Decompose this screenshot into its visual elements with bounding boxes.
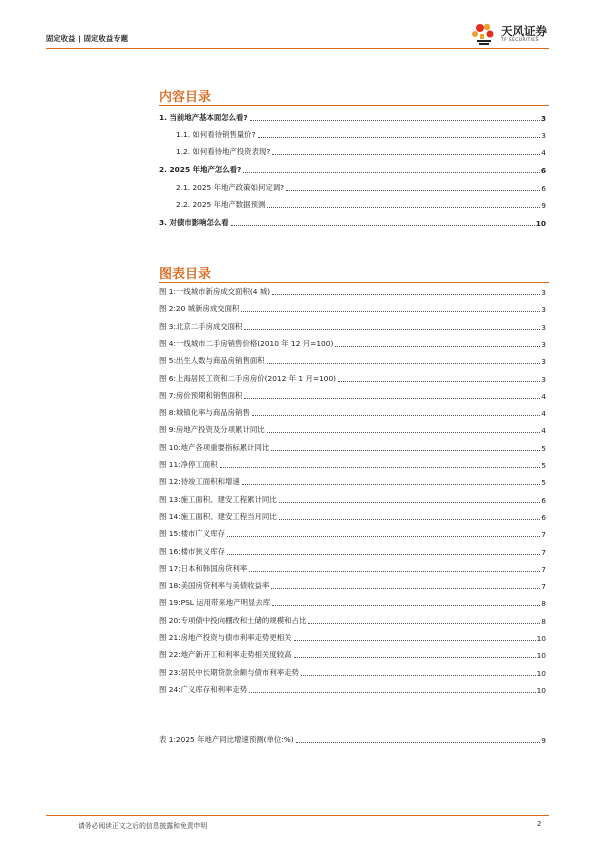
toc-entry-page[interactable]: 3 <box>541 339 546 349</box>
toc-entry-page[interactable]: 5 <box>541 443 546 453</box>
figure-list-row[interactable] <box>159 302 546 314</box>
toc-leader-dots <box>250 120 540 121</box>
toc-leader-dots <box>242 484 540 485</box>
figure-list-row[interactable] <box>159 320 546 332</box>
toc-entry-page[interactable]: 3 <box>541 374 546 384</box>
toc-entry-page[interactable]: 4 <box>541 426 546 436</box>
toc-entry-label[interactable]: 图 20:专项债中投向棚改和土储的规模和占比 <box>159 615 307 625</box>
toc-entry-page[interactable]: 10 <box>536 634 546 643</box>
toc-entry-label[interactable]: 1. 当前地产基本面怎么看? <box>159 113 248 122</box>
figure-list-row[interactable] <box>159 596 546 608</box>
toc-entry-page[interactable]: 6 <box>540 166 546 175</box>
toc-entry-label[interactable]: 图 21:房地产投资与债市利率走势更相关 <box>159 633 292 642</box>
toc-entry-label[interactable]: 图 11:净停工面积 <box>159 460 218 469</box>
toc-entry-label[interactable]: 图 12:待竣工面积和增速 <box>159 477 240 487</box>
figure-list-row[interactable] <box>159 562 546 574</box>
toc-leader-dots <box>308 623 540 624</box>
toc-entry-page[interactable]: 3 <box>541 305 546 315</box>
toc-leader-dots <box>335 346 540 347</box>
toc-entry-page[interactable]: 6 <box>541 495 546 505</box>
footer-divider <box>46 815 549 816</box>
table-list-row[interactable] <box>159 733 546 745</box>
figure-list-row[interactable] <box>159 614 546 626</box>
toc-subsection-row[interactable] <box>176 145 546 157</box>
toc-entry-page[interactable]: 3 <box>541 288 546 297</box>
toc-entry-page[interactable]: 9 <box>541 201 546 210</box>
toc-leader-dots <box>249 571 540 572</box>
toc-leader-dots <box>294 640 536 641</box>
toc-entry-label[interactable]: 图 19:PSL 运用带来地产明显去库 <box>159 598 271 608</box>
toc-leader-dots <box>244 398 540 399</box>
toc-entry-label[interactable]: 图 9:房地产投资及分项累计同比 <box>159 425 265 435</box>
contents-title: 内容目录 <box>159 90 212 105</box>
contents-title-rule <box>159 105 549 106</box>
toc-entry-page[interactable]: 5 <box>541 478 546 488</box>
figures-title: 图表目录 <box>159 267 212 282</box>
toc-leader-dots <box>272 605 540 606</box>
toc-entry-label[interactable]: 图 15:楼市广义库存 <box>159 529 225 539</box>
toc-entry-label[interactable]: 图 16:楼市狭义库存 <box>159 546 225 556</box>
toc-entry-label[interactable]: 2.1. 2025 年地产政策如何定调? <box>176 183 285 192</box>
figures-title-rule <box>159 282 549 283</box>
toc-entry-label[interactable]: 图 10:地产各项重要指标累计同比 <box>159 442 270 452</box>
toc-leader-dots <box>272 154 540 155</box>
figure-list-row[interactable] <box>159 372 546 384</box>
toc-subsection-row[interactable] <box>176 198 546 210</box>
toc-entry-label[interactable]: 3. 对债市影响怎么看 <box>159 218 229 227</box>
logo-english-name: TF SECURITIES <box>501 38 539 43</box>
toc-leader-dots <box>267 207 540 208</box>
toc-entry-page[interactable]: 7 <box>541 582 546 592</box>
toc-entry-page[interactable]: 10 <box>536 668 546 678</box>
toc-entry-label[interactable]: 图 5:出生人数与商品房销售面积 <box>159 356 265 366</box>
toc-entry-page[interactable]: 8 <box>541 599 546 609</box>
toc-leader-dots <box>301 675 536 676</box>
toc-leader-dots <box>227 536 540 537</box>
toc-leader-dots <box>231 225 535 226</box>
toc-entry-label[interactable]: 图 13:施工面积、建安工程累计同比 <box>159 494 277 504</box>
toc-entry-label[interactable]: 2.2. 2025 年地产数据预测 <box>176 200 266 209</box>
toc-leader-dots <box>279 519 540 520</box>
toc-entry-page[interactable]: 6 <box>541 184 546 193</box>
toc-leader-dots <box>244 329 540 330</box>
toc-entry-page[interactable]: 7 <box>541 564 546 574</box>
toc-entry-page[interactable]: 3 <box>541 357 546 367</box>
figure-list-row[interactable] <box>159 579 546 591</box>
figure-list-row[interactable] <box>159 545 546 557</box>
toc-leader-dots <box>286 190 540 191</box>
toc-entry-label[interactable]: 图 23:居民中长期贷款余额与债市利率走势 <box>159 667 299 677</box>
toc-entry-label[interactable]: 图 18:美国房贷利率与美债收益率 <box>159 581 270 591</box>
figure-list-row[interactable] <box>159 458 546 470</box>
toc-entry-label[interactable]: 图 3:北京二手房成交面积 <box>159 321 243 331</box>
toc-entry-label[interactable]: 1.1. 如何看待销售量价? <box>176 130 256 139</box>
toc-entry-label[interactable]: 图 2:20 城新房成交面积 <box>159 304 240 314</box>
toc-entry-page[interactable]: 7 <box>541 547 546 557</box>
toc-entry-page[interactable]: 4 <box>541 409 546 419</box>
toc-subsection-row[interactable] <box>176 181 546 193</box>
figure-list-row[interactable] <box>159 475 546 487</box>
toc-leader-dots <box>267 363 540 364</box>
toc-entry-label[interactable]: 图 17:日本和韩国房贷利率 <box>159 563 248 573</box>
toc-entry-label[interactable]: 图 7:房价预期和销售面积 <box>159 390 243 400</box>
toc-leader-dots <box>258 137 540 138</box>
toc-entry-page[interactable]: 9 <box>541 736 546 745</box>
figure-list-row[interactable] <box>159 631 546 643</box>
header-breadcrumb: 固定收益 | 固定收益专题 <box>46 34 129 43</box>
toc-entry-page[interactable]: 10 <box>536 685 546 695</box>
toc-leader-dots <box>296 742 540 743</box>
toc-entry-label[interactable]: 表 1:2025 年地产同比增速预测(单位:%) <box>159 735 294 744</box>
logo-chinese-name: 天风证券 <box>501 24 547 38</box>
figure-list-row[interactable] <box>159 666 546 678</box>
company-logo <box>468 22 558 48</box>
figure-list-row[interactable] <box>159 493 546 505</box>
toc-leader-dots <box>294 657 536 658</box>
figure-list-row[interactable] <box>159 285 546 297</box>
toc-entry-label[interactable]: 图 24:广义库存和利率走势 <box>159 684 248 694</box>
figure-list-row[interactable] <box>159 423 546 435</box>
toc-entry-label[interactable]: 图 4:一线城市二手房销售价格(2010 年 12 月=100) <box>159 338 334 348</box>
figure-list-row[interactable] <box>159 354 546 366</box>
toc-entry-page[interactable]: 5 <box>541 461 546 470</box>
figure-list-row[interactable] <box>159 683 546 695</box>
toc-section-row[interactable] <box>159 111 546 123</box>
toc-section-row[interactable] <box>159 216 546 228</box>
toc-leader-dots <box>272 294 540 295</box>
footer-disclaimer: 请务必阅读正文之后的信息披露和免责申明 <box>78 822 208 830</box>
toc-subsection-row[interactable] <box>176 128 546 140</box>
toc-entry-page[interactable]: 4 <box>541 391 546 401</box>
figure-list-row[interactable] <box>159 389 546 401</box>
toc-leader-dots <box>243 172 540 173</box>
figure-list-row[interactable] <box>159 441 546 453</box>
toc-entry-page[interactable]: 3 <box>541 131 546 140</box>
figure-list-row[interactable] <box>159 406 546 418</box>
toc-entry-label[interactable]: 图 14:施工面积、建安工程当月同比 <box>159 511 277 521</box>
toc-entry-label[interactable]: 1.2. 如何看待地产投资表现? <box>176 147 271 156</box>
toc-entry-page[interactable]: 10 <box>535 219 546 228</box>
toc-leader-dots <box>267 432 540 433</box>
toc-entry-page[interactable]: 8 <box>541 616 546 626</box>
toc-entry-label[interactable]: 2. 2025 年地产怎么看? <box>159 165 242 174</box>
toc-leader-dots <box>271 450 540 451</box>
toc-entry-page[interactable]: 7 <box>541 530 546 540</box>
figure-list-row[interactable] <box>159 648 546 660</box>
toc-leader-dots <box>338 381 540 382</box>
toc-entry-page[interactable]: 10 <box>536 651 546 661</box>
footer-page-number: 2 <box>537 820 542 828</box>
toc-leader-dots <box>249 692 535 693</box>
toc-leader-dots <box>220 467 540 468</box>
figure-list-row[interactable] <box>159 510 546 522</box>
logo-flower-icon <box>468 22 498 48</box>
toc-entry-label[interactable]: 图 1:一线城市新房成交面积(4 城) <box>159 287 271 296</box>
toc-entry-page[interactable]: 6 <box>541 512 546 522</box>
toc-leader-dots <box>241 311 540 312</box>
toc-leader-dots <box>252 415 540 416</box>
figure-list-row[interactable] <box>159 527 546 539</box>
toc-entry-label[interactable]: 图 6:上海居民工资和二手房房价(2012 年 1 月=100) <box>159 373 337 383</box>
toc-leader-dots <box>279 502 540 503</box>
toc-section-row[interactable] <box>159 163 546 175</box>
toc-entry-label[interactable]: 图 8:城镇化率与商品房销售 <box>159 408 250 418</box>
toc-entry-label[interactable]: 图 22:地产新开工和利率走势相关度较高 <box>159 650 292 660</box>
toc-entry-page[interactable]: 3 <box>541 322 546 332</box>
figure-list-row[interactable] <box>159 337 546 349</box>
toc-leader-dots <box>271 588 540 589</box>
toc-entry-page[interactable]: 3 <box>540 114 546 123</box>
toc-entry-page[interactable]: 4 <box>541 148 546 157</box>
toc-leader-dots <box>227 554 540 555</box>
header-divider <box>46 48 549 49</box>
